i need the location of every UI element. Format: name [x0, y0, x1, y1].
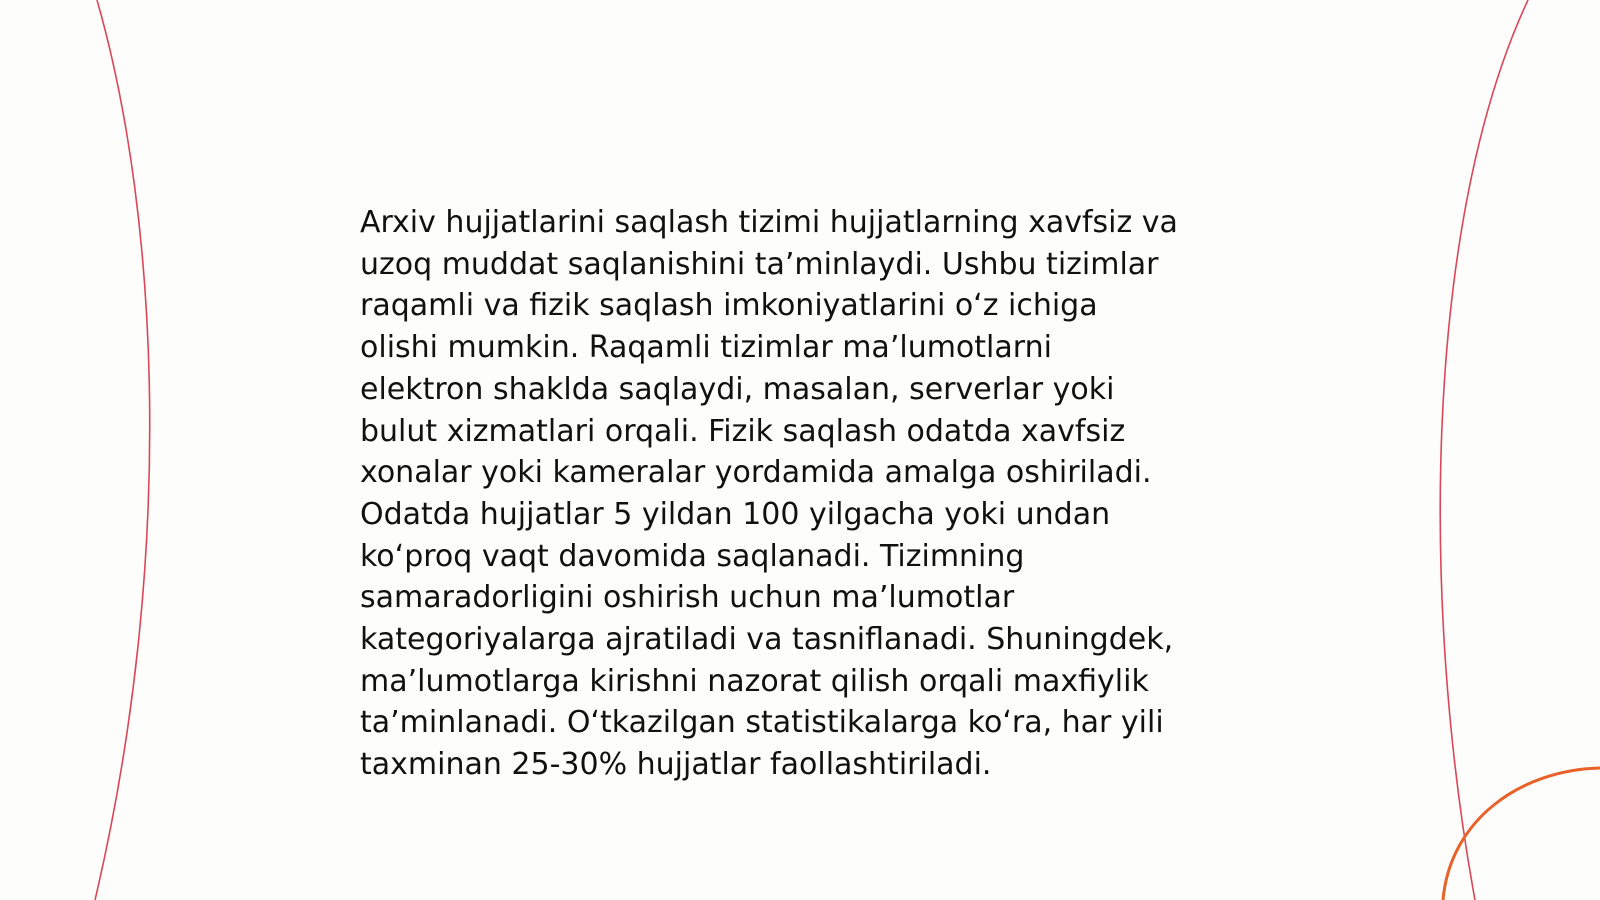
left-curve-line	[95, 0, 150, 900]
right-curve-line	[1440, 0, 1528, 900]
body-paragraph: Arxiv hujjatlarini saqlash tizimi hujjatlarning xavfsiz va uzoq muddat saqlanishini ta’minlaydi. Ushbu tizimlar raqamli va fizik saqlash imkoniyatlarini o‘z ichiga olishi mumkin. Raqamli tizimlar ma’lumotlarni elektron shaklda saqlaydi, masalan, serverlar yoki bulut xizmatlari orqali. Fizik saqlash odatda xavfsiz xonalar yoki kameralar yordamida amalga oshiriladi. Odatda hujjatlar 5 yildan 100 yilgacha yoki undan ko‘proq vaqt davomida saqlanadi. Tizimning samaradorligini oshirish uchun ma’lumotlar kategoriyalarga ajratiladi va tasniflanadi. Shuningdek, ma’lumotlarga kirishni nazorat qilish orqali maxfiylik ta’minlanadi. O‘tkazilgan statistikalarga ko‘ra, har yili taxminan 25-30% hujjatlar faollashtiriladi.	[360, 205, 1178, 783]
orange-arc	[1443, 768, 1600, 900]
